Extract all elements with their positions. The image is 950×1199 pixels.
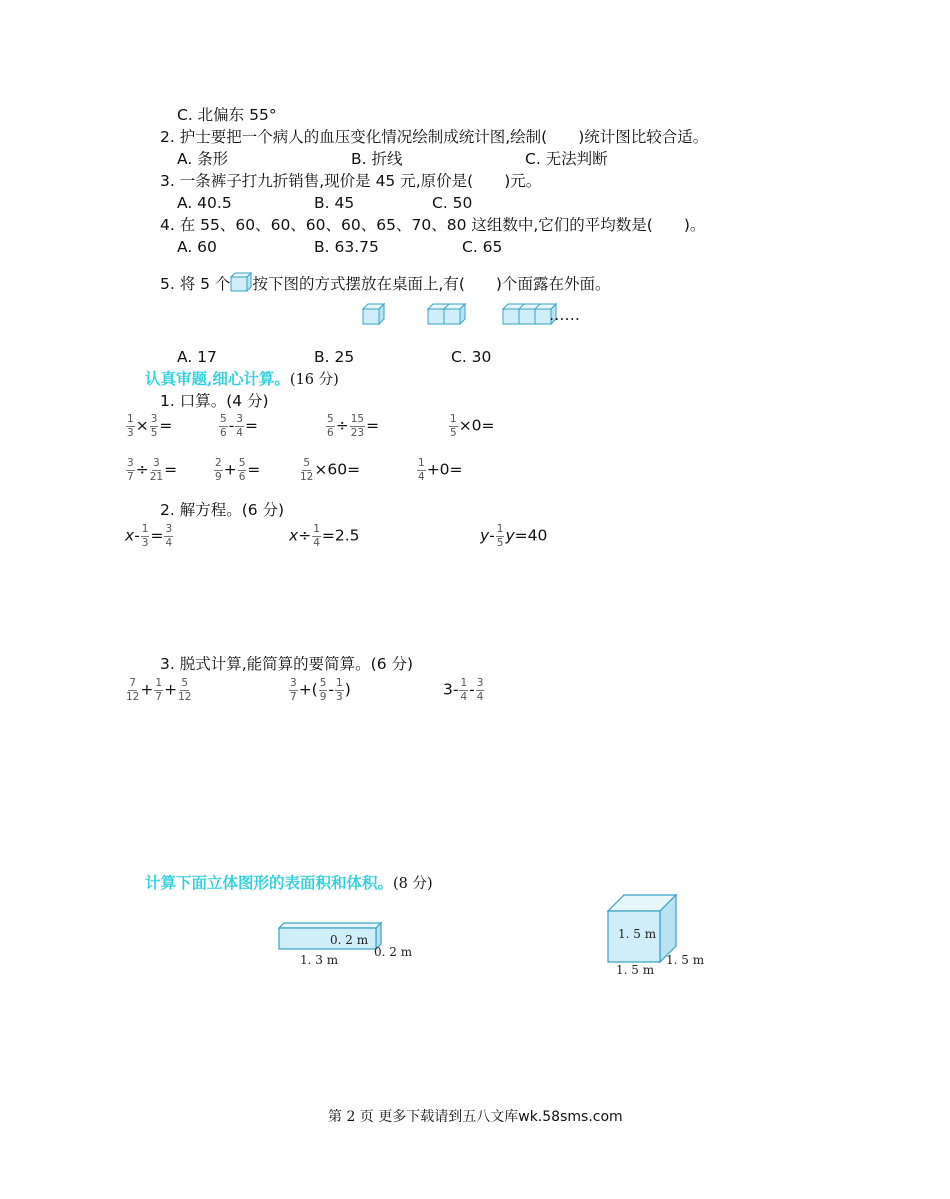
cube-stack-two [428, 304, 465, 324]
equation-1: x- $\frac{1}{3}$ = $\frac{3}{4}$ [125, 524, 173, 549]
q1-option-c: C. 北偏东 55° [177, 106, 277, 124]
q2-option-c: C. 无法判断 [525, 150, 608, 168]
fraction: $\frac{1}{7}$ [155, 678, 163, 703]
cube-width-label: 1. 5 m [616, 963, 655, 977]
fraction: $\frac{5}{6}$ [238, 458, 246, 483]
cube-figure [600, 890, 712, 980]
q5-ellipsis: …… [549, 306, 580, 324]
oral-item-5: $\frac{3}{7}$ ÷ $\frac{3}{21}$ = [127, 458, 178, 483]
section-calculation-title: 认真审题,细心计算。 [145, 369, 290, 388]
q5-text-post: 按下图的方式摆放在桌面上,有( )个面露在外面。 [252, 275, 611, 293]
q4-text: 4. 在 55、60、60、60、60、65、70、80 这组数中,它们的平均数是( )。 [160, 216, 706, 234]
footer-site-link[interactable]: wk.58sms.com [518, 1109, 623, 1125]
section-calculation-heading [145, 370, 339, 389]
fraction: $\frac{5}{9}$ [319, 678, 327, 703]
q3-option-a: A. 40.5 [177, 194, 232, 212]
cuboid-figure [270, 918, 430, 970]
cuboid-depth-label: 0. 2 m [374, 945, 413, 959]
page-footer [328, 1109, 623, 1126]
stepcalc-item-2: $\frac{3}{7}$ +( $\frac{5}{9}$ - $\frac{1}{3}$ ) [290, 678, 351, 703]
fraction: $\frac{1}{5}$ [496, 524, 504, 549]
q2-text: 2. 护士要把一个病人的血压变化情况绘制成统计图,绘制( )统计图比较合适。 [160, 128, 709, 146]
equation-3: y- $\frac{1}{5}$ y=40 [480, 524, 548, 549]
q4-option-b: B. 63.75 [314, 238, 379, 256]
fraction: $\frac{1}{4}$ [418, 458, 425, 483]
cube-depth-label: 1. 5 m [666, 953, 705, 967]
cube-front-label: 1. 5 m [618, 927, 657, 941]
q5-option-c: C. 30 [451, 348, 492, 366]
q2-option-a: A. 条形 [177, 150, 229, 168]
oral-calc-title: 1. 口算。(4 分) [160, 392, 269, 410]
oral-item-6: $\frac{2}{9}$ + $\frac{5}{6}$ = [215, 458, 261, 483]
fraction: $\frac{2}{9}$ [215, 458, 222, 483]
oral-item-4: $\frac{1}{5}$ ×0= [450, 414, 495, 439]
fraction: $\frac{3}{4}$ [165, 524, 173, 549]
fraction: $\frac{3}{21}$ [149, 458, 164, 483]
fraction: $\frac{1}{4}$ [313, 524, 320, 549]
fraction: $\frac{5}{6}$ [220, 414, 227, 439]
fraction: $\frac{3}{5}$ [150, 414, 158, 439]
small-cube-icon [230, 272, 252, 292]
oral-item-1: $\frac{1}{3}$ × $\frac{3}{5}$ = [127, 414, 173, 439]
section-solid-score: (8 分) [393, 876, 433, 892]
q3-text: 3. 一条裤子打九折销售,现价是 45 元,原价是( )元。 [160, 172, 542, 190]
q2-option-b: B. 折线 [351, 150, 403, 168]
fraction: $\frac{1}{3}$ [141, 524, 149, 549]
equation-2: x÷ $\frac{1}{4}$ =2.5 [289, 524, 360, 549]
fraction: $\frac{3}{7}$ [290, 678, 297, 703]
q5-text-pre: 5. 将 5 个 [160, 275, 231, 293]
fraction: $\frac{5}{12}$ [300, 458, 314, 483]
fraction: $\frac{1}{3}$ [336, 678, 343, 703]
q5-option-b: B. 25 [314, 348, 355, 366]
q5-cube-arrangement [360, 300, 560, 328]
q3-option-b: B. 45 [314, 194, 355, 212]
oral-item-2: $\frac{5}{6}$ - $\frac{3}{4}$ = [220, 414, 258, 439]
q4-option-c: C. 65 [462, 238, 503, 256]
q4-option-a: A. 60 [177, 238, 217, 256]
cuboid-front-label: 0. 2 m [330, 933, 369, 947]
oral-item-7: $\frac{5}{12}$ ×60= [300, 458, 361, 483]
fraction: $\frac{1}{4}$ [460, 678, 468, 703]
q5-text [160, 272, 610, 294]
section-calculation-score: (16 分) [289, 372, 339, 388]
fraction: $\frac{1}{5}$ [450, 414, 457, 439]
footer-text: 第 2 页 更多下载请到五八文库 [328, 1109, 519, 1125]
fraction: $\frac{1}{3}$ [127, 414, 134, 439]
q3-option-c: C. 50 [432, 194, 473, 212]
section-solid-title: 计算下面立体图形的表面积和体积。 [145, 873, 394, 892]
fraction: $\frac{3}{7}$ [127, 458, 134, 483]
fraction: $\frac{3}{4}$ [236, 414, 243, 439]
fraction: $\frac{15}{23}$ [350, 414, 365, 439]
stepcalc-title: 3. 脱式计算,能简算的要简算。(6 分) [160, 655, 414, 673]
cube-stack-one [363, 304, 384, 324]
oral-item-3: $\frac{5}{6}$ ÷ $\frac{15}{23}$ = [327, 414, 380, 439]
fraction: $\frac{3}{4}$ [476, 678, 484, 703]
fraction: $\frac{5}{6}$ [327, 414, 334, 439]
fraction: $\frac{5}{12}$ [178, 678, 192, 703]
q5-option-a: A. 17 [177, 348, 217, 366]
stepcalc-item-1: $\frac{7}{12}$ + $\frac{1}{7}$ + $\frac{5}{12}$ [126, 678, 192, 703]
cuboid-length-label: 1. 3 m [300, 953, 339, 967]
section-solid-heading [145, 874, 433, 893]
equations-title: 2. 解方程。(6 分) [160, 501, 285, 519]
fraction: $\frac{7}{12}$ [126, 678, 140, 703]
stepcalc-item-3: 3- $\frac{1}{4}$ - $\frac{3}{4}$ [443, 678, 484, 703]
oral-item-8: $\frac{1}{4}$ +0= [418, 458, 463, 483]
